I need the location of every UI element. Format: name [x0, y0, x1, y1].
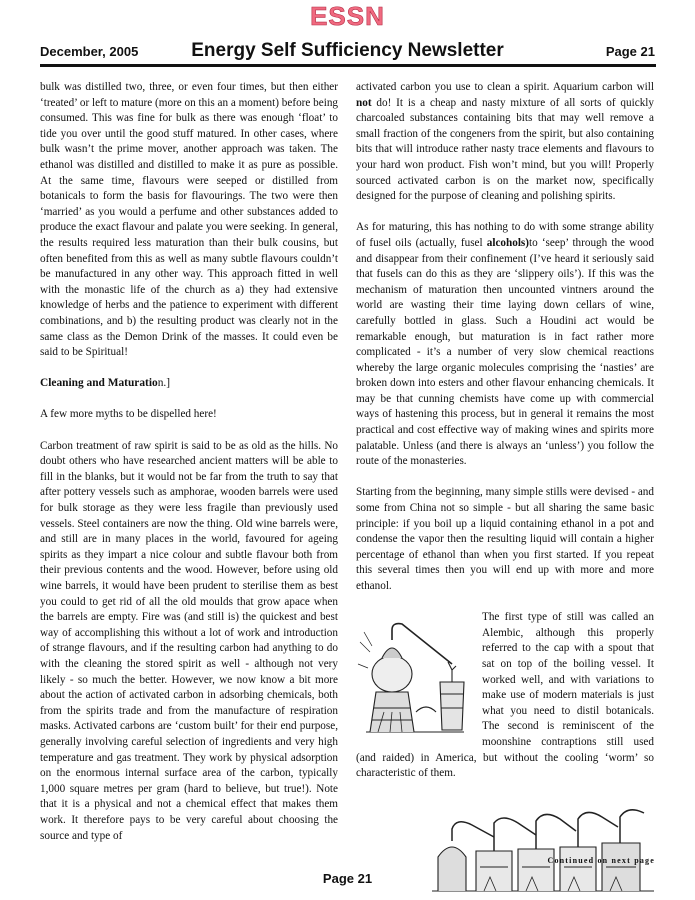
header-rule — [40, 64, 656, 67]
right-column — [356, 80, 654, 895]
newsletter-logo: ESSN — [310, 1, 385, 31]
newsletter-title: Energy Self Sufficiency Newsletter — [191, 40, 504, 61]
text-emphasis: not — [356, 96, 372, 109]
section-heading — [40, 376, 338, 392]
paragraph: The first type of still was called an Alembic, although this properly referred to the cap with a spout that sat on top of the boiling vessel. It worked well, and with variations to make use of modern materials is just what you need to distil botanicals. The second is reminiscent of the moonshine contraptions still used (and raided) in America, but without the cooling ‘worm’ so characteristic of them. — [356, 611, 654, 780]
text-emphasis: alcohols) — [486, 236, 530, 249]
paragraph: Carbon treatment of raw spirit is said to be as old as the hills. No doubt others who have researched ancient matters will be able to fill in the blanks, but it would not be far from the truth to say that after pottery vessels such as amphorae, wooden barrels were used for bulk storage as they were less fragile than previously used vessels. Steel containers are now the thing. Old wine barrels were, and still are in many places in the world, favoured for ageing spirits as they impart a nice colour and subtle flavour both from their previous contents and the wood. However, before using old wine barrels, it would have been prudent to sterilise them as best you could to get rid of all the old moulds that grow apace when the barrels are empty. Fire was (and still is) the quickest and best way of accomplishing this without a lot of work and introduction of strange flavours, and if the resulting carbon had anything to do with the cleaning the stored spirit as well - although not very likely - so much the better. However, we now know a bit more about the action of activated carbon in adsorbing chemicals, both from the spirits trade and from the manufacture of respiration masks. Activated carbons are ‘custom built’ for their end purpose, generally involving careful selection of ingredients and very high temperature and gas treatment. They work by physical adsorption on the enormous internal surface area of the carbon, typically 1,000 square metres per gram (hard to believe, but true!). Note that it is a physical and not a chemical effect that makes them work. It therefore pays to be very careful about choosing the source and type of — [40, 439, 338, 842]
section-heading-tail: n.] — [157, 377, 171, 390]
header-page-number: Page 21 — [605, 44, 655, 59]
paragraph: bulk was distilled two, three, or even four times, but then either ‘treated’ or left to mature (more on this an a moment) before being consumed. This was fine for bulk as there was enough ‘float’ to tide you over until the good stuff matured. In other cases, where bulk wasn’t the prime mover, another approach was taken. The ethanol was distilled and distilled to make it as pure as possible. At the same time, flavours were seeped or distilled from botanicals to form the basis for flavourings. The two were then ‘married’ as you would a perfume and other substances added to produce the exact flavour and palate you were seeking. In general, the results required less maturation than their bulk cousins, but often benefited from this as well as many subtle flavours couldn’t be manufactured in any other way. This approach fitted in well with the monastic life of the church as a) they had extensive knowledge of herbs and the patience to experiment with different combinations, and b) the resulting product was clearly not in the same class as the Demon Drink of the masses. It could even be said to be Spiritual! — [40, 81, 339, 359]
text-run: As for maturing, this has nothing to do with some strange ability of fusel oils (actually, fusel — [356, 221, 654, 249]
alembic-still-illustration — [356, 612, 474, 736]
text-run: do! It is a cheap and nasty mixture of all sorts of quickly charcoaled substances containing bits that may well remove a small fraction of the congeners from the spirit, but also containing bits that will introduce rather nasty trace elements and flavours to your hard won product. Fish won’t mind, but you will! Properly sourced activated carbon is on the market now, specifically designed for the purpose of cleaning and polishing spirits. — [356, 96, 654, 203]
text-run: activated carbon you use to clean a spirit. Aquarium carbon will — [356, 81, 654, 93]
paragraph: A few more myths to be dispelled here! — [40, 408, 217, 421]
paragraph — [356, 220, 654, 470]
paragraph: Starting from the beginning, many simple stills were devised - and some from China not so simple - but all sharing the same basic principle: if you boil up a liquid containing ethanol in a pot and condense the vapor then the resulting liquid will contain a higher percentage of ethanol than when you first started. If you repeat this several times then you will end up with more and more ethanol. — [356, 486, 654, 592]
section-heading-bold: Cleaning and Maturatio — [40, 377, 158, 390]
issue-date: December, 2005 — [40, 44, 139, 59]
paragraph — [356, 80, 654, 205]
footer-page-number: Page 21 — [322, 871, 373, 886]
text-run: to ‘seep’ through the wood and disappear from their confinement (I’ve heard it seriously said that fusels can do this as they are ‘slippery oils’). If this was the mechanism of maturation then uncounted vintners around the world are wasting their time laying down cellars of wine, carefully bottled in glass. Such a Houdini act would be remarkable enough, but maturation is in fact rather more complicated - it’s a number of very slow chemical reactions whereby the large organic molecules comprising the ‘nasties’ are broken down into esters and other flavour enhancing chemicals. It may be that cunning chemists have come up with commercial ways of hastening this process, but in general it remains the most practical and cost effective way of making wines and spirits more palatable. Unless (and there is always an ‘unless’) you follow the route of the monasteries. — [356, 236, 654, 468]
left-column — [40, 80, 338, 860]
continued-note: Continued on next page — [547, 856, 655, 865]
